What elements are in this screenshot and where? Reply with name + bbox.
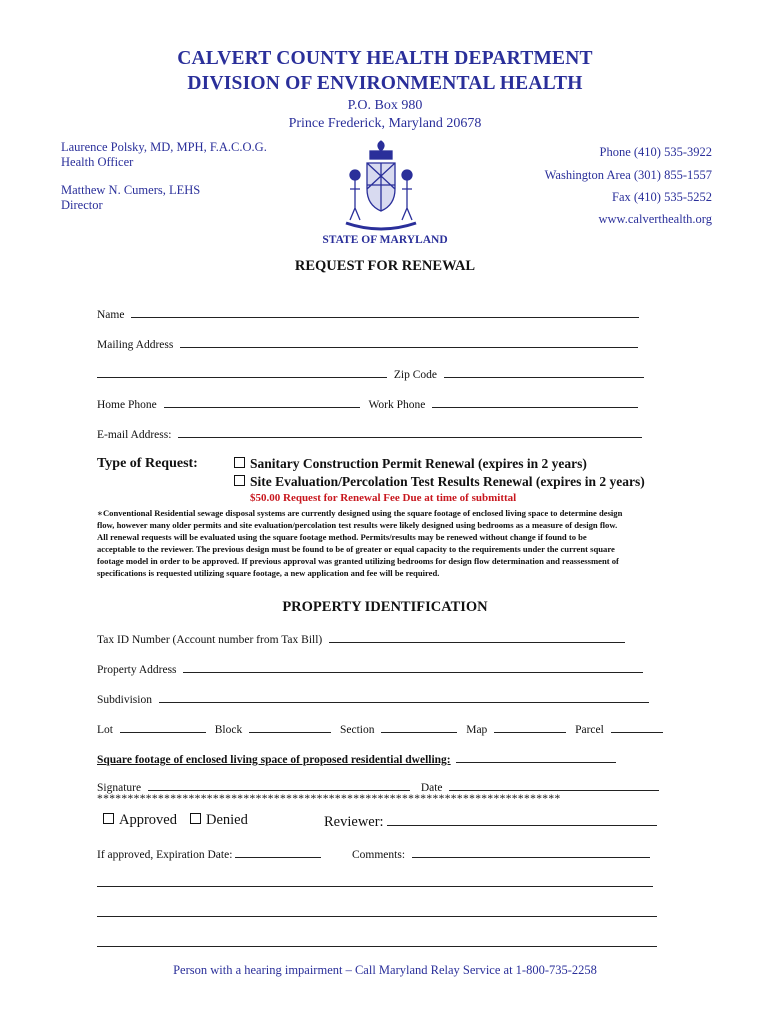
comments-line[interactable] (97, 886, 653, 887)
name-row (97, 306, 639, 321)
subdivision-label: Subdivision (97, 694, 152, 706)
note-line: All renewal requests will be evaluated using the square footage method. Permits/results may be renewed without change if found to be (97, 532, 587, 542)
date-field[interactable] (449, 779, 659, 791)
director-name: Matthew N. Cumers, LEHS (61, 183, 201, 197)
property-address-row (97, 661, 643, 676)
option-site-evaluation[interactable] (234, 474, 645, 490)
state-label: STATE OF MARYLAND (322, 234, 448, 246)
mailing-address-line2-field[interactable] (97, 366, 387, 378)
section-label: Section (339, 724, 375, 736)
comments-row (352, 846, 650, 861)
home-phone-label: Home Phone (97, 399, 157, 411)
renewal-note (97, 507, 717, 579)
note-line: footage model in order to be approved. If previous approval was granted utilizing bedrooms for design flow determination and reassessment of (97, 556, 619, 566)
block-label: Block (214, 724, 243, 736)
department-title: CALVERT COUNTY HEALTH DEPARTMENT (177, 48, 593, 69)
tax-id-label: Tax ID Number (Account number from Tax Bill) (97, 634, 323, 646)
section-field[interactable] (381, 721, 457, 733)
signature-label: Signature (97, 782, 142, 794)
po-box: P.O. Box 980 (347, 98, 423, 113)
property-section-title: PROPERTY IDENTIFICATION (282, 599, 488, 615)
reviewer-row (324, 812, 657, 831)
block-field[interactable] (249, 721, 331, 733)
note-line: flow, however many older permits and site evaluation/percolation test results were likely designed using bedrooms as a measure of design flow. (97, 520, 618, 530)
zip-code-field[interactable] (444, 366, 644, 378)
separator-stars: **************************************************************************** (97, 793, 561, 805)
map-field[interactable] (494, 721, 566, 733)
checkbox-approved[interactable] (103, 813, 114, 824)
reviewer-label: Reviewer: (324, 814, 384, 830)
checkbox-site-evaluation[interactable] (234, 475, 245, 486)
tax-id-row (97, 631, 625, 646)
mailing-row (97, 336, 638, 351)
expiration-row (97, 846, 321, 861)
phone-number: Phone (410) 535-3922 (599, 145, 712, 159)
signature-field[interactable] (148, 779, 410, 791)
sqft-row (97, 751, 616, 766)
option-sanitary-permit[interactable] (234, 456, 587, 472)
tax-id-field[interactable] (329, 631, 625, 643)
sqft-field[interactable] (456, 751, 616, 763)
comments-line[interactable] (97, 946, 657, 947)
name-label: Name (97, 309, 125, 321)
property-address-field[interactable] (183, 661, 643, 673)
option-site-evaluation-label: Site Evaluation/Percolation Test Results Renewal (expires in 2 years) (250, 474, 645, 489)
property-address-label: Property Address (97, 664, 177, 676)
relay-service-notice: Person with a hearing impairment – Call Maryland Relay Service at 1-800-735-2258 (173, 963, 597, 977)
expiration-label: If approved, Expiration Date: (97, 849, 233, 861)
note-line: specifications is requested utilizing square footage, a new application and fee will be required. (97, 568, 440, 578)
note-line: ∗Conventional Residential sewage disposal systems are currently designed using the square footage of enclosed living space to determine design (97, 508, 623, 518)
comments-field[interactable] (412, 846, 650, 858)
email-field[interactable] (178, 426, 642, 438)
email-label: E-mail Address: (97, 429, 172, 441)
comments-line[interactable] (97, 916, 657, 917)
mailing-label: Mailing Address (97, 339, 174, 351)
maryland-seal-icon (340, 133, 422, 233)
name-field[interactable] (131, 306, 639, 318)
director-title: Director (61, 198, 103, 212)
sqft-label: Square footage of enclosed living space of proposed residential dwelling: (97, 754, 451, 766)
phone-row (97, 396, 638, 411)
division-title: DIVISION OF ENVIRONMENTAL HEALTH (187, 73, 583, 94)
lot-label: Lot (97, 724, 113, 736)
comments-label: Comments: (352, 849, 406, 861)
parcel-label: Parcel (575, 724, 604, 736)
fee-notice: $50.00 Request for Renewal Fee Due at time of submittal (250, 492, 517, 504)
fax-number: Fax (410) 535-5252 (612, 190, 712, 204)
denied-label: Denied (206, 812, 248, 828)
date-label: Date (420, 782, 443, 794)
zip-row (97, 366, 644, 381)
work-phone-field[interactable] (432, 396, 638, 408)
city-address: Prince Frederick, Maryland 20678 (288, 116, 482, 131)
zip-label: Zip Code (393, 369, 437, 381)
checkbox-sanitary-permit[interactable] (234, 457, 245, 468)
lot-field[interactable] (120, 721, 206, 733)
form-title: REQUEST FOR RENEWAL (294, 258, 476, 274)
subdivision-row (97, 691, 649, 706)
reviewer-field[interactable] (387, 812, 657, 826)
note-line: acceptable to the reviewer. The previous design must be found to be of greater or equal capacity to the requirements under the current square (97, 544, 615, 554)
work-phone-label: Work Phone (368, 399, 426, 411)
lot-row (97, 721, 663, 736)
health-officer-name: Laurence Polsky, MD, MPH, F.A.C.O.G. (61, 140, 267, 154)
parcel-field[interactable] (611, 721, 663, 733)
approved-option[interactable] (103, 812, 177, 829)
website: www.calverthealth.org (598, 212, 712, 226)
checkbox-denied[interactable] (190, 813, 201, 824)
option-sanitary-permit-label: Sanitary Construction Permit Renewal (expires in 2 years) (250, 456, 587, 471)
type-of-request-label: Type of Request: (97, 456, 198, 471)
signature-row (97, 779, 659, 794)
washington-phone: Washington Area (301) 855-1557 (544, 168, 712, 182)
mailing-address-field[interactable] (180, 336, 638, 348)
approved-label: Approved (119, 812, 177, 828)
home-phone-field[interactable] (164, 396, 360, 408)
expiration-date-field[interactable] (235, 846, 321, 858)
denied-option[interactable] (190, 812, 248, 829)
health-officer-title: Health Officer (61, 155, 134, 169)
subdivision-field[interactable] (159, 691, 649, 703)
map-label: Map (466, 724, 488, 736)
email-row (97, 426, 642, 441)
